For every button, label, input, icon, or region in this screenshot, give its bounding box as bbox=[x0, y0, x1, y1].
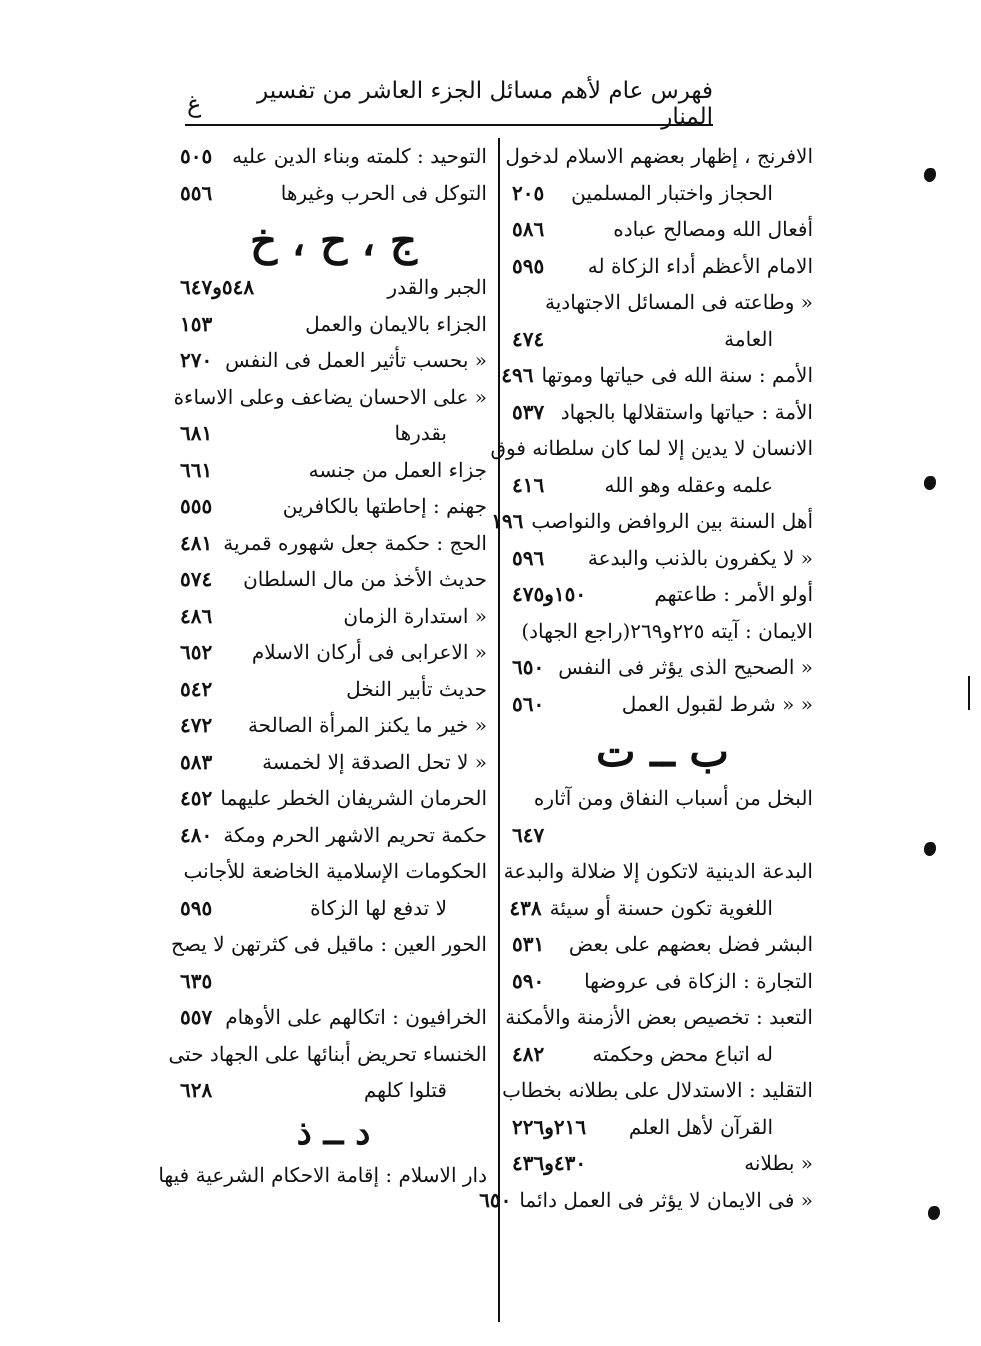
index-entry bbox=[180, 598, 487, 635]
page-ref: ٦٥٠ bbox=[479, 1187, 512, 1212]
index-entry bbox=[180, 306, 487, 343]
index-entry bbox=[512, 211, 813, 248]
entry-text: « فى الايمان لا يؤثر فى العمل دائما bbox=[519, 1187, 813, 1212]
index-entry-continuation bbox=[512, 817, 813, 854]
page-ref: ٥٧٤ bbox=[180, 567, 213, 592]
index-entry-continuation bbox=[512, 1036, 813, 1073]
index-entry bbox=[512, 963, 813, 1000]
index-entry-continuation bbox=[512, 1109, 813, 1146]
index-entry bbox=[180, 269, 487, 306]
entry-text: الايمان : آيته ٢٢٥و٢٦٩(راجع الجهاد) bbox=[521, 618, 813, 643]
index-entry bbox=[512, 649, 813, 686]
index-entry bbox=[158, 1157, 487, 1194]
index-entry bbox=[180, 488, 487, 525]
page-ref: ٤٣٠و٤٣٦ bbox=[512, 1151, 587, 1176]
page-ref: ٦٦١ bbox=[180, 457, 213, 482]
page-ref: ٥٥٥ bbox=[180, 494, 213, 519]
page-ref: ٤٧٤ bbox=[512, 326, 545, 351]
page-ref: ١٩٦ bbox=[491, 509, 524, 534]
section-letters: ب ــ ت bbox=[596, 726, 729, 776]
page-ref: ٥٤٢ bbox=[180, 676, 213, 701]
index-entry-continuation bbox=[180, 415, 487, 452]
page-ref: ٤٧٢ bbox=[180, 713, 213, 738]
scan-mark bbox=[924, 476, 936, 490]
page-ref: ١٥٠و٤٧٥ bbox=[512, 582, 587, 607]
entry-text: الجبر والقدر bbox=[387, 275, 487, 300]
entry-text: « « شرط لقبول العمل bbox=[621, 691, 813, 716]
entry-text: التقليد : الاستدلال على بطلانه بخطاب bbox=[502, 1078, 813, 1103]
index-entry bbox=[180, 671, 487, 708]
page-number: غ bbox=[187, 90, 202, 118]
index-entry bbox=[512, 248, 813, 285]
entry-text: البخل من أسباب النفاق ومن آثاره bbox=[533, 786, 813, 811]
entry-text: الامام الأعظم أداء الزكاة له bbox=[587, 253, 813, 278]
entry-text: الحج : حكمة جعل شهوره قمرية bbox=[223, 530, 487, 555]
index-entry bbox=[505, 138, 813, 175]
index-entry bbox=[512, 576, 813, 613]
entry-text: العامة bbox=[724, 326, 773, 351]
entry-text: جزاء العمل من جنسه bbox=[308, 457, 487, 482]
entry-text: البشر فضل بعضهم على بعض bbox=[568, 932, 813, 957]
entry-text: الخرافيون : اتكالهم على الأوهام bbox=[225, 1005, 487, 1030]
entry-text: « لا يكفرون بالذنب والبدعة bbox=[587, 545, 813, 570]
page-ref: ٥٨٦ bbox=[512, 217, 545, 242]
index-entry bbox=[180, 138, 487, 175]
entry-text: الخنساء تحريض أبنائها على الجهاد حتى bbox=[168, 1041, 487, 1066]
page-ref: ٢٠٥ bbox=[512, 180, 545, 205]
index-entry bbox=[173, 379, 487, 416]
index-entry-continuation bbox=[512, 467, 813, 504]
page-ref: ٥٣٧ bbox=[512, 399, 545, 424]
entry-text: « استدارة الزمان bbox=[343, 603, 487, 628]
entry-text: الحكومات الإسلامية الخاضعة للأجانب bbox=[183, 859, 487, 884]
index-entry bbox=[512, 686, 813, 723]
index-entry bbox=[505, 999, 813, 1036]
page-ref: ٦٤٧ bbox=[512, 822, 545, 847]
index-entry bbox=[180, 342, 487, 379]
entry-text: الافرنج ، إظهار بعضهم الاسلام لدخول bbox=[505, 144, 813, 169]
index-entry-continuation bbox=[512, 321, 813, 358]
entry-text: « على الاحسان يضاعف وعلى الاساءة bbox=[173, 384, 487, 409]
index-entry-continuation bbox=[512, 175, 813, 212]
page-ref: ٦٣٥ bbox=[180, 968, 213, 993]
entry-text: « لا تحل الصدقة إلا لخمسة bbox=[262, 749, 487, 774]
entry-text: التوكل فى الحرب وغيرها bbox=[280, 180, 487, 205]
entry-text: له اتباع محض وحكمته bbox=[592, 1041, 773, 1066]
index-entry-continuation bbox=[180, 1072, 487, 1109]
entry-text: لا تدفع لها الزكاة bbox=[310, 895, 447, 920]
index-entry-continuation bbox=[509, 890, 813, 927]
index-entry bbox=[479, 1182, 813, 1219]
page-ref: ٤٨٠ bbox=[180, 822, 213, 847]
scan-mark bbox=[924, 842, 936, 856]
page-ref: ٤٥٢ bbox=[180, 786, 213, 811]
running-title: فهرس عام لأهم مسائل الجزء العاشر من تفسير المنار bbox=[257, 78, 713, 130]
entry-text: « الاعرابى فى أركان الاسلام bbox=[251, 640, 487, 665]
page-ref: ٥٩٠ bbox=[512, 968, 545, 993]
page-ref: ٤٨٢ bbox=[512, 1041, 545, 1066]
page-ref: ١٥٣ bbox=[180, 311, 213, 336]
index-entry bbox=[168, 1036, 487, 1073]
index-entry bbox=[490, 430, 813, 467]
entry-text: دار الاسلام : إقامة الاحكام الشرعية فيها bbox=[158, 1162, 487, 1187]
entry-text: التوحيد : كلمته وبناء الدين عليه bbox=[232, 144, 487, 169]
index-entry-continuation bbox=[180, 890, 487, 927]
index-entry bbox=[180, 780, 487, 817]
entry-text: التجارة : الزكاة فى عروضها bbox=[584, 968, 813, 993]
page-ref: ٥٤٨و٦٤٧ bbox=[180, 275, 255, 300]
entry-text: بقدرها bbox=[394, 421, 447, 446]
entry-text: حديث تأبير النخل bbox=[346, 676, 487, 701]
index-entry-continuation bbox=[180, 963, 487, 1000]
entry-text: الأمم : سنة الله فى حياتها وموتها bbox=[541, 363, 813, 388]
index-entry bbox=[512, 780, 813, 817]
index-column-right bbox=[479, 138, 813, 1326]
page-ref: ٤٨٦ bbox=[180, 603, 213, 628]
page-ref: ٥٥٧ bbox=[180, 1005, 213, 1030]
entry-text: « بطلانه bbox=[744, 1151, 813, 1176]
page-ref: ٥٩٦ bbox=[512, 545, 545, 570]
index-entry bbox=[180, 525, 487, 562]
entry-text: القرآن لأهل العلم bbox=[628, 1114, 773, 1139]
page-ref: ٤٩٦ bbox=[501, 363, 534, 388]
entry-text: جهنم : إحاطتها بالكافرين bbox=[282, 494, 487, 519]
index-column-left bbox=[158, 138, 487, 1326]
index-entry bbox=[502, 1072, 813, 1109]
index-entry bbox=[180, 817, 487, 854]
index-entry bbox=[503, 853, 813, 890]
scan-mark bbox=[968, 676, 970, 710]
entry-text: اللغوية تكون حسنة أو سيئة bbox=[549, 895, 773, 920]
column-divider bbox=[498, 138, 500, 1322]
entry-text: قتلوا كلهم bbox=[363, 1078, 447, 1103]
page-ref: ٢٧٠ bbox=[180, 348, 213, 373]
page-ref: ٥٣١ bbox=[512, 932, 545, 957]
page-header bbox=[185, 78, 713, 130]
entry-text: « بحسب تأثير العمل فى النفس bbox=[225, 348, 487, 373]
entry-text: الجزاء بالايمان والعمل bbox=[305, 311, 487, 336]
scan-mark bbox=[924, 168, 936, 182]
index-entry bbox=[501, 357, 813, 394]
entry-text: أولو الأمر : طاعتهم bbox=[654, 582, 813, 607]
index-entry bbox=[180, 561, 487, 598]
entry-text: الانسان لا يدين إلا لما كان سلطانه فوق bbox=[490, 436, 813, 461]
page-ref: ٤٣٨ bbox=[509, 895, 542, 920]
index-entry bbox=[180, 175, 487, 212]
index-entry bbox=[512, 1145, 813, 1182]
entry-text: أفعال الله ومصالح عباده bbox=[613, 217, 813, 242]
entry-text: « خير ما يكنز المرأة الصالحة bbox=[247, 713, 487, 738]
page-ref: ٥٦٠ bbox=[512, 691, 545, 716]
page-ref: ٥٩٥ bbox=[512, 253, 545, 278]
page-ref: ٥٩٥ bbox=[180, 895, 213, 920]
page-ref: ٢١٦و٢٢٦ bbox=[512, 1114, 587, 1139]
entry-text: « وطاعته فى المسائل الاجتهادية bbox=[545, 290, 813, 315]
index-entry bbox=[180, 634, 487, 671]
page-ref: ٦٨١ bbox=[180, 421, 213, 446]
entry-text: أهل السنة بين الروافض والنواصب bbox=[531, 509, 813, 534]
entry-text: الحجاز واختبار المسلمين bbox=[571, 180, 773, 205]
page-ref: ٦٢٨ bbox=[180, 1078, 213, 1103]
index-entry bbox=[491, 503, 813, 540]
index-entry bbox=[171, 926, 487, 963]
page-ref: ٥٨٣ bbox=[180, 749, 213, 774]
index-entry bbox=[512, 394, 813, 431]
index-entry bbox=[512, 540, 813, 577]
index-entry bbox=[180, 999, 487, 1036]
scan-mark bbox=[928, 1206, 940, 1220]
page-ref: ٦٥٢ bbox=[180, 640, 213, 665]
entry-text: حكمة تحريم الاشهر الحرم ومكة bbox=[223, 822, 487, 847]
page-ref: ٥٠٥ bbox=[180, 144, 213, 169]
index-entry bbox=[512, 284, 813, 321]
index-entry bbox=[180, 707, 487, 744]
index-entry bbox=[512, 613, 813, 650]
section-letters: د ــ ذ bbox=[296, 1112, 371, 1153]
index-entry bbox=[180, 853, 487, 890]
entry-text: التعبد : تخصيص بعض الأزمنة والأمكنة bbox=[505, 1005, 813, 1030]
entry-text: « الصحيح الذى يؤثر فى النفس bbox=[558, 655, 813, 680]
index-entry bbox=[512, 926, 813, 963]
entry-text: حديث الأخذ من مال السلطان bbox=[243, 567, 487, 592]
page-ref: ٤١٦ bbox=[512, 472, 545, 497]
page-ref: ٦٥٠ bbox=[512, 655, 545, 680]
index-entry bbox=[180, 452, 487, 489]
entry-text: الأمة : حياتها واستقلالها بالجهاد bbox=[560, 399, 813, 424]
page-ref: ٥٥٦ bbox=[180, 180, 213, 205]
section-letters: ج ، ح ، خ bbox=[250, 215, 417, 265]
entry-text: البدعة الدينية لاتكون إلا ضلالة والبدعة bbox=[503, 859, 813, 884]
entry-text: الحرمان الشريفان الخطر عليهما bbox=[220, 786, 487, 811]
entry-text: الحور العين : ماقيل فى كثرتهن لا يصح bbox=[171, 932, 487, 957]
page-ref: ٤٨١ bbox=[180, 530, 213, 555]
index-entry bbox=[180, 744, 487, 781]
entry-text: علمه وعقله وهو الله bbox=[604, 472, 773, 497]
